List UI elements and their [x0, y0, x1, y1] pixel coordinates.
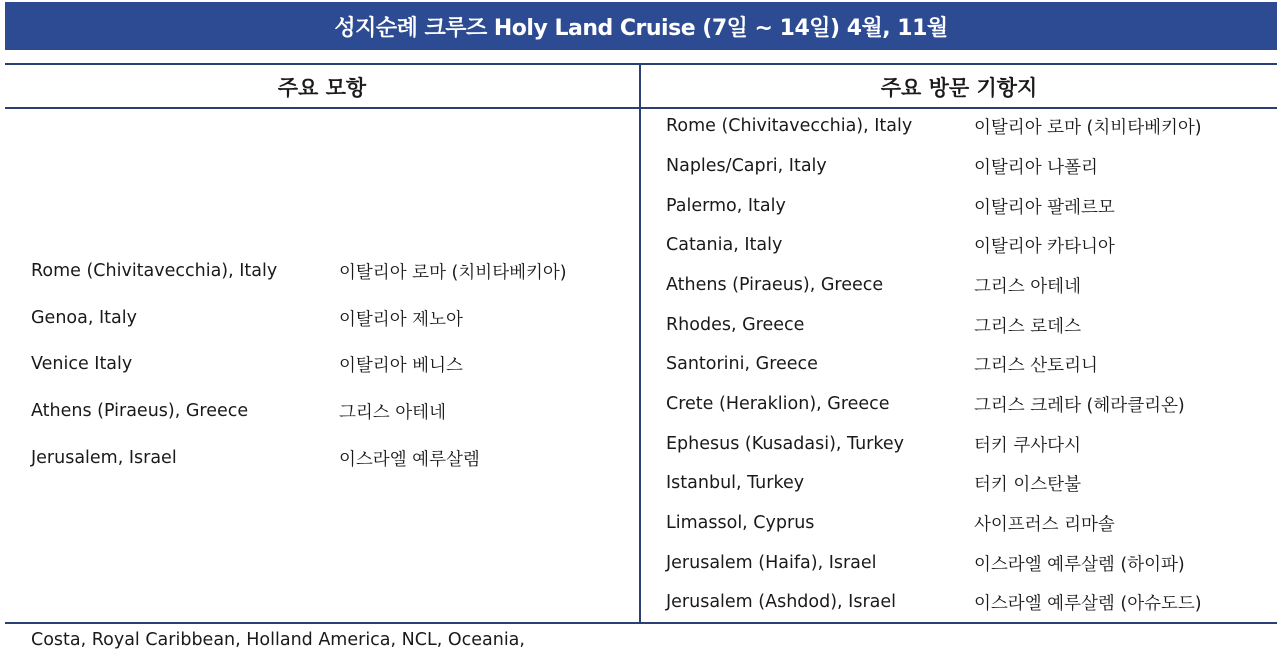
column-divider: [639, 63, 641, 624]
port-name-en: Jerusalem (Haifa), Israel: [666, 553, 877, 573]
header-home-ports: [5, 66, 639, 108]
port-name-ko: 그리스 로데스: [974, 316, 1081, 337]
port-name-en: Crete (Heraklion), Greece: [666, 394, 890, 414]
port-name-en: Athens (Piraeus), Greece: [666, 275, 884, 295]
port-name-en: Rhodes, Greece: [666, 315, 805, 335]
cruise-lines-text: Costa, Royal Caribbean, Holland America, NCL, Oceania,: [31, 630, 525, 650]
port-name-en: Palermo, Italy: [666, 196, 786, 216]
port-name-ko: 사이프러스 리마솔: [974, 514, 1115, 535]
port-name-ko: 이탈리아 나폴리: [974, 157, 1098, 178]
port-name-ko: 터키 쿠사다시: [974, 435, 1081, 456]
port-name-ko: 이탈리아 로마 (치비타베키아): [974, 117, 1202, 138]
port-name-ko: 그리스 아테네: [974, 276, 1081, 297]
port-name-ko: 이탈리아 제노아: [339, 309, 463, 330]
port-name-en: Genoa, Italy: [31, 308, 137, 328]
port-name-ko: 그리스 크레타 (헤라클리온): [974, 395, 1185, 416]
header-home-ports-label: 주요 모항: [277, 76, 367, 100]
port-name-en: Jerusalem (Ashdod), Israel: [666, 592, 897, 612]
port-name-ko: 이탈리아 베니스: [339, 355, 463, 376]
port-name-en: Venice Italy: [31, 354, 133, 374]
page-title: [5, 2, 1277, 50]
port-name-ko: 이스라엘 예루살렘 (아슈도드): [974, 593, 1202, 614]
port-name-en: Ephesus (Kusadasi), Turkey: [666, 434, 904, 454]
port-name-en: Catania, Italy: [666, 235, 783, 255]
header-ports-of-call: [641, 66, 1277, 108]
port-name-ko: 그리스 산토리니: [974, 355, 1098, 376]
table-bottom-rule: [5, 622, 1277, 624]
port-name-en: Athens (Piraeus), Greece: [31, 401, 249, 421]
header-ports-of-call-label: 주요 방문 기항지: [880, 76, 1038, 100]
port-name-ko: 터키 이스탄불: [974, 474, 1081, 495]
port-name-ko: 이탈리아 카타니아: [974, 236, 1115, 257]
port-name-ko: 이탈리아 팔레르모: [974, 197, 1115, 218]
port-name-ko: 이스라엘 예루살렘: [339, 449, 480, 470]
port-name-en: Naples/Capri, Italy: [666, 156, 827, 176]
table-top-rule: [5, 63, 1277, 65]
port-name-ko: 그리스 아테네: [339, 402, 446, 423]
port-name-en: Jerusalem, Israel: [31, 448, 177, 468]
page-title-text: 성지순례 크루즈 Holy Land Cruise (7일 ~ 14일) 4월, 11월: [334, 15, 948, 41]
port-name-en: Rome (Chivitavecchia), Italy: [666, 116, 913, 136]
port-name-en: Istanbul, Turkey: [666, 473, 805, 493]
port-name-en: Limassol, Cyprus: [666, 513, 815, 533]
port-name-ko: 이탈리아 로마 (치비타베키아): [339, 262, 567, 283]
port-name-ko: 이스라엘 예루살렘 (하이파): [974, 554, 1185, 575]
port-name-en: Rome (Chivitavecchia), Italy: [31, 261, 278, 281]
port-name-en: Santorini, Greece: [666, 354, 818, 374]
